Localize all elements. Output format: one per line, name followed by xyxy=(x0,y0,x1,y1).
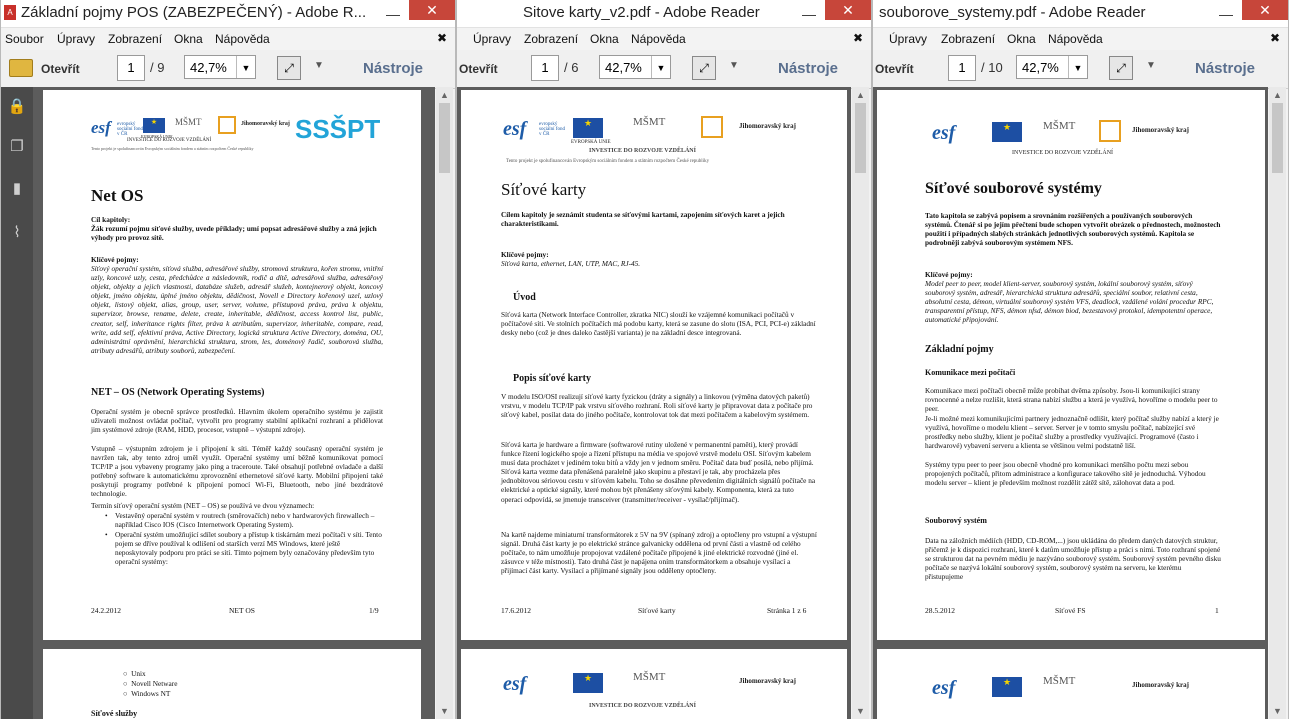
section-heading: Síťové služby xyxy=(91,709,138,718)
paragraph-3: Síťová karta je hardware a firmware (softwarové rutiny uložené v permanentní paměti), který provádí funkce řízení logického spoje a řízení přístupu na média ve spojové vrstvě modelu OSI. Síťovým kabelem musí data procházet v jediném toku bitů a vždy jen v jednom směru. Počítač data buď posílá, nebo přijímá. Síťová karta vezme data přenášená paralelně jako skupinu a přestaví je tak, aby procházela přes jednobitovou sériovou cestu v síťovém kabelu. Toho se dosáhne převedením digitálních signálů počítače na elektrické a optické signály, které mohou být přenášeny síťovými kabely. Komponenta, která za tuto operaci odpovídá, se jmenuje transceiver (transmitter/receiver - vysílač/přijímač). xyxy=(501,440,816,504)
scroll-thumb[interactable] xyxy=(1272,103,1283,173)
pdf-page-2 xyxy=(461,649,847,719)
vertical-scrollbar[interactable] xyxy=(852,87,869,719)
list-item: ○ Unix xyxy=(123,669,146,678)
title-bar[interactable] xyxy=(1,0,455,28)
chevron-down-icon[interactable]: ▼ xyxy=(1068,56,1087,78)
menu-zobrazeni[interactable]: Zobrazení xyxy=(941,32,996,46)
page-number-input[interactable]: 1 xyxy=(531,55,559,81)
eu-flag-icon: ★ xyxy=(992,122,1022,142)
page-number-input[interactable]: 1 xyxy=(948,55,976,81)
open-button[interactable]: Otevřít xyxy=(875,62,914,76)
eu-flag-icon: ★ xyxy=(573,673,603,693)
bullet-1: Vestavěný operační systém v routrech (směrovačích) nebo v hardwarových firewallech – například Cisco IOS (Cisco Internetwork Operating System). xyxy=(115,511,375,530)
logo-header xyxy=(461,667,847,715)
paragraph-1: Komunikace mezi počítači obecně může probíhat dvěma způsoby. Jsou-li komunikující strany rovnocenné a nelze rozlišit, která strana nabízí službu a která je využívá, hovoříme o modelu peer to peer. xyxy=(925,386,1218,414)
menu-bar xyxy=(457,28,871,50)
minimize-button[interactable]: — xyxy=(386,6,400,22)
menu-bar xyxy=(873,28,1288,50)
menu-upravy[interactable]: Úpravy xyxy=(889,32,928,46)
page-title: Síťové karty xyxy=(501,180,587,199)
esf-logo-icon: esf xyxy=(932,122,956,144)
esf-logo-icon: esf xyxy=(503,673,527,695)
msmt-logo: MŠMT xyxy=(633,116,666,128)
msmt-logo: MŠMT xyxy=(633,671,666,683)
goal-heading: Cíl kapitoly: xyxy=(91,215,131,224)
vertical-scrollbar[interactable] xyxy=(1269,87,1286,719)
goal-text: Žák rozumí pojmu síťové služby, uvede příklady; umí popsat adresářové služby a zná jejich výhody pro provoz sítě. xyxy=(91,224,377,243)
footer-name: Síťové FS xyxy=(1055,606,1086,615)
pdf-page-2 xyxy=(877,649,1265,719)
section-heading: NET – OS (Network Operating Systems) xyxy=(91,387,265,398)
project-text: Tento projekt je spolufinancován Evropským sociálním fondem a státním rozpočtem České republiky xyxy=(91,146,254,151)
more-tools-chevron-icon[interactable]: ▼ xyxy=(729,60,739,71)
document-area[interactable] xyxy=(457,87,851,719)
logo-header xyxy=(877,671,1265,719)
esf-logo-text: evropský sociální fond v ČR xyxy=(117,122,143,137)
minimize-button[interactable]: — xyxy=(1219,6,1233,22)
close-button[interactable]: ✕ xyxy=(1242,0,1288,20)
key-heading: Klíčové pojmy: xyxy=(501,250,549,259)
footer-page: 1 xyxy=(1215,606,1219,615)
kraj-logo: Jihomoravský kraj xyxy=(739,677,796,685)
eu-flag-icon: ★ xyxy=(992,677,1022,697)
scroll-down-icon[interactable]: ▼ xyxy=(856,706,865,716)
folder-icon[interactable] xyxy=(9,59,33,77)
pages-icon[interactable]: ❐ xyxy=(10,138,24,155)
fit-page-icon[interactable]: ⤢ xyxy=(277,56,301,80)
section-heading: Popis síťové karty xyxy=(513,373,591,384)
zoom-value: 42,7% xyxy=(190,60,227,75)
paragraph-3: Systémy typu peer to peer jsou obecně vhodné pro komunikaci menšího počtu mezi sebou propojených počítačů, přitom administrace a konfigurace takového sítě je jednoduchá. Výhodou modelu server – klient je především možnost rozdělit zátěž sítě, zálohovat data a pod. xyxy=(925,460,1206,488)
chevron-down-icon[interactable]: ▼ xyxy=(236,56,255,78)
window-title: souborove_systemy.pdf - Adobe Reader xyxy=(879,4,1146,21)
intro-text: Cílem kapitoly je seznámit studenta se síťovými kartami, zapojením síťových karet a jejich charakteristikami. xyxy=(501,210,785,229)
menu-soubor[interactable]: Soubor xyxy=(5,32,44,46)
scroll-thumb[interactable] xyxy=(855,103,866,173)
msmt-logo: MŠMT xyxy=(175,117,202,127)
intro-text: Tato kapitola se zabývá popisem a srovnáním rozšířených a používaných souborových systémů. Čtenář si po jejím přečtení bude schopen vytvořit obrázek o přednostech, možnostech použití i případných slabých stránkách jednotlivých souborových systémů. Kapitola se podrobněji zabývá souborovým systémem NFS. xyxy=(925,211,1221,248)
reader-window-1 xyxy=(0,0,456,719)
invest-text: INVESTICE DO ROZVOJE VZDĚLÁNÍ xyxy=(589,148,696,154)
more-tools-chevron-icon[interactable]: ▼ xyxy=(314,60,324,71)
kraj-logo: Jihomoravský kraj xyxy=(739,122,796,130)
zoom-input[interactable] xyxy=(1016,55,1088,79)
logo-header xyxy=(877,116,1265,164)
msmt-logo: MŠMT xyxy=(1043,120,1076,132)
pdf-page-1 xyxy=(43,90,421,640)
toolbar xyxy=(873,50,1288,89)
kraj-logo: Jihomoravský kraj xyxy=(241,121,290,127)
vertical-scrollbar[interactable] xyxy=(436,87,453,719)
reader-window-3 xyxy=(872,0,1289,719)
menu-zobrazeni[interactable]: Zobrazení xyxy=(524,32,579,46)
scroll-up-icon[interactable]: ▲ xyxy=(1273,90,1282,100)
open-button[interactable]: Otevřít xyxy=(41,62,80,76)
minimize-button[interactable]: — xyxy=(802,6,816,22)
fit-page-icon[interactable]: ⤢ xyxy=(1109,56,1133,80)
footer-name: NET OS xyxy=(229,606,255,615)
logo-header xyxy=(461,112,847,160)
pdf-icon: A xyxy=(4,5,16,20)
scroll-thumb[interactable] xyxy=(439,103,450,173)
paragraph-3: Termín síťový operační systém (NET – OS) se používá ve dvou významech: xyxy=(91,501,315,510)
menu-upravy[interactable]: Úpravy xyxy=(473,32,512,46)
list-item: ○ Windows NT xyxy=(123,689,171,698)
scroll-up-icon[interactable]: ▲ xyxy=(856,90,865,100)
esf-logo-icon: esf xyxy=(91,118,111,137)
bullet-2: Operační systém umožňující sdílet soubory a přístup k tiskárnám mezi počítači v síti. Tento pojem se dříve používal k odlišení od starších verzí MS Windows, které ještě neposkytovaly podporu pro práci se sítí. Tímto pojmem byly označovány především tyto operační systémy: xyxy=(115,530,382,567)
kraj-logo: Jihomoravský kraj xyxy=(1132,126,1189,134)
document-area[interactable] xyxy=(873,87,1268,719)
toolbar xyxy=(457,50,871,89)
page-count: / 9 xyxy=(150,60,165,75)
menu-zobrazeni[interactable]: Zobrazení xyxy=(108,32,163,46)
title-bar[interactable] xyxy=(457,0,871,28)
scroll-up-icon[interactable]: ▲ xyxy=(440,90,449,100)
eu-flag-icon: ★ xyxy=(143,118,165,133)
menu-okna[interactable]: Okna xyxy=(590,32,619,46)
footer-page: 1/9 xyxy=(369,606,379,615)
chevron-down-icon[interactable]: ▼ xyxy=(651,56,670,78)
section-heading: Úvod xyxy=(513,292,536,303)
page-count: / 6 xyxy=(564,60,579,75)
op-logo-icon xyxy=(701,116,723,138)
menu-napoveda[interactable]: Nápověda xyxy=(215,32,270,46)
esf-logo-text: evropský sociální fond v ČR xyxy=(539,122,565,137)
op-logo-icon xyxy=(1099,120,1121,142)
scroll-down-icon[interactable]: ▼ xyxy=(1273,706,1282,716)
subsection-heading: Souborový systém xyxy=(925,516,987,525)
section-heading: Základní pojmy xyxy=(925,344,994,355)
key-terms: Model peer to peer, model klient-server, souborový systém, lokální souborový systém, síťový souborový systém, adresář, hierarchická struktura adresářů, speciální soubor, relativní cesta, absolutní cesta, démon, virtuální souborový systém VFS, deadlock, vzdálené volání procedur RPC, transparentní přístup, NFS, démon nfsd, démon biod, bezestavový protokol, idempotentní operace, automatické připojování. xyxy=(925,279,1214,325)
menu-napoveda[interactable]: Nápověda xyxy=(631,32,686,46)
msmt-logo: MŠMT xyxy=(1043,675,1076,687)
zoom-input[interactable] xyxy=(184,55,256,79)
key-heading: Klíčové pojmy: xyxy=(91,255,139,264)
close-button[interactable]: ✕ xyxy=(409,0,455,20)
op-logo-icon xyxy=(218,116,236,134)
page-number-input[interactable]: 1 xyxy=(117,55,145,81)
menu-bar xyxy=(1,28,455,50)
pdf-page-1 xyxy=(877,90,1265,640)
page-title: Síťové souborové systémy xyxy=(925,180,1102,197)
title-bar[interactable] xyxy=(873,0,1288,28)
zoom-value: 42,7% xyxy=(605,60,642,75)
page-count: / 10 xyxy=(981,60,1003,75)
project-text: Tento projekt je spolufinancován Evropským sociálním fondem a státním rozpočtem České republiky xyxy=(506,159,710,164)
paragraph-1: Operační systém je obecně správce prostředků. Hlavním úkolem operačního systému je zajistit uživateli možnost ovládat počítač, vytvořit pro programy stabilní aplikační rozhraní a přidělovat jim systémové zdroje (RAM, HDD, procesor, vstupně – výstupní zdroje). xyxy=(91,407,383,435)
logo-header xyxy=(43,112,421,160)
bullet-icon: • xyxy=(105,511,108,520)
paragraph-1: Síťová karta (Network Interface Controller, zkratka NIC) slouží ke vzájemné komunikaci počítačů v počítačové síti. Ve stolních počítačích má podobu karty, která se zasune do slotu (ISA, PCI, PCI-e) základní desky nebo (což je dnes daleko častější varianta) je na základní desce integrovaná. xyxy=(501,310,816,338)
eu-flag-icon: ★ xyxy=(573,118,603,138)
close-doc-icon[interactable]: ✖ xyxy=(1269,31,1280,45)
close-doc-icon[interactable]: ✖ xyxy=(852,31,863,45)
window-title: Sitove karty_v2.pdf - Adobe Reader xyxy=(523,4,760,21)
paragraph-2: Vstupně – výstupním zdrojem je i připojení k síti. Téměř každý současný operační systém je navržen tak, aby tento zdroj uměl využít. Operační systémy umí běžně komunikovat pomocí TCP/IP a jsou vybaveny programy jako ping a traceroute. Také obsahují potřebné ovladače a další potřebný software k automatickému zprovoznění ethernetové síťové karty. Mobilní připojení také poskytují programy potřebné k připojení pomocí Wi-Fi, Bluetooth, nebo jiné bezdrátové technologie. xyxy=(91,444,383,499)
menu-upravy[interactable]: Úpravy xyxy=(57,32,96,46)
key-heading: Klíčové pojmy: xyxy=(925,270,973,279)
paragraph-2: V modelu ISO/OSI realizují síťové karty fyzickou (dráty a signály) a linkovou (výměna datových paketů) vrstvu, v modelu TCP/IP pak vrstvu síťového rozhraní. Roli síťové karty je připravovat data z počítače pro síťový kabel, posílat data do jiného počítače, kontrolovat tok dat mezi počítačem a kabelovým systémem. xyxy=(501,392,813,420)
close-button[interactable]: ✕ xyxy=(825,0,871,20)
tools-button[interactable]: Nástroje xyxy=(778,60,839,77)
footer-name: Síťové karty xyxy=(638,606,676,615)
reader-window-2 xyxy=(456,0,872,719)
pdf-page-1 xyxy=(461,90,847,640)
close-doc-icon[interactable]: ✖ xyxy=(436,31,447,45)
eu-text: EVROPSKÁ UNIE xyxy=(141,134,173,139)
paragraph-2: Je-li možné mezi komunikujícími partnery jednoznačně odlišit, který počítač služby nabízí a který je využívá, hovoříme o modelu klient – server. Server je v tomto smyslu počítač, nabízející své prostředky nebo služby, klient je počítač služby a prostředky využívající. Programové (často i hardwarové) vybavení serveru a klienta se většinou velmi podstatně liší. xyxy=(925,414,1219,451)
navigation-sidebar xyxy=(1,87,33,719)
document-area[interactable] xyxy=(33,87,435,719)
invest-text: INVESTICE DO ROZVOJE VZDĚLÁNÍ xyxy=(1012,150,1114,156)
paragraph-4: Data na záložních médiích (HDD, CD-ROM,...) jsou ukládána do předem daných datových struktur, přičemž je k dispozici rozhraní, které k datům umožňuje přístup a práci s nimi. Toto rozhraní spojené se strukturou dat na pevném médiu je nazýváno souborový systém. Souborový systém pevného disku počítače se nazývá lokální souborový systém, souborový systém na serveru, ke kterému přistupujeme xyxy=(925,536,1221,582)
toolbar xyxy=(1,50,455,89)
subsection-heading: Komunikace mezi počítači xyxy=(925,368,1016,377)
more-tools-chevron-icon[interactable]: ▼ xyxy=(1146,60,1156,71)
invest-text: INVESTICE DO ROZVOJE VZDĚLÁNÍ xyxy=(127,138,212,143)
menu-okna[interactable]: Okna xyxy=(174,32,203,46)
zoom-input[interactable] xyxy=(599,55,671,79)
tools-button[interactable]: Nástroje xyxy=(363,60,424,77)
menu-napoveda[interactable]: Nápověda xyxy=(1048,32,1103,46)
fit-page-icon[interactable]: ⤢ xyxy=(692,56,716,80)
invest-text: INVESTICE DO ROZVOJE VZDĚLÁNÍ xyxy=(589,703,696,709)
lock-icon[interactable]: 🔒 xyxy=(7,98,27,115)
list-item: ○ Novell Netware xyxy=(123,679,178,688)
footer-date: 24.2.2012 xyxy=(91,606,121,615)
eu-text: EVROPSKÁ UNIE xyxy=(571,140,611,145)
zoom-value: 42,7% xyxy=(1022,60,1059,75)
kraj-logo: Jihomoravský kraj xyxy=(1132,681,1189,689)
pdf-page-2 xyxy=(43,649,421,719)
school-logo: SSŠPT xyxy=(295,114,381,144)
tools-button[interactable]: Nástroje xyxy=(1195,60,1256,77)
open-button[interactable]: Otevřít xyxy=(459,62,498,76)
esf-logo-icon: esf xyxy=(503,118,527,140)
bullet-icon: • xyxy=(105,530,108,539)
footer-date: 17.6.2012 xyxy=(501,606,531,615)
window-title: Základní pojmy POS (ZABEZPEČENÝ) - Adobe R... xyxy=(21,4,367,21)
esf-logo-icon: esf xyxy=(932,677,956,699)
scroll-down-icon[interactable]: ▼ xyxy=(440,706,449,716)
page-title: Net OS xyxy=(91,186,144,205)
footer-page: Stránka 1 z 6 xyxy=(767,606,807,615)
footer-date: 28.5.2012 xyxy=(925,606,955,615)
menu-okna[interactable]: Okna xyxy=(1007,32,1036,46)
attachment-icon[interactable]: ⌇ xyxy=(13,224,21,241)
bookmark-icon[interactable]: ▮ xyxy=(12,180,22,197)
paragraph-4: Na kartě najdeme miniaturní transformátorek z 5V na 9V (spínaný zdroj) a optočleny pro vstupní a výstupní signál. Druhá část karty je po elektrické stránce galvanicky oddělena od první části a vlastně od celého počítače, to nám umožňuje propojovat vzdálené počítače připojené k jiné elektrické rozvodné (jiné el. zásuvce v téže místnosti). Tato druhá část je napájena oním transformátorkem a obsahuje vysílací a přijímací část karty. Vysílací a přijímané signály jsou odděleny optočleny. xyxy=(501,530,817,576)
key-terms: Síťová karta, ethernet, LAN, UTP, MAC, RJ-45. xyxy=(501,259,641,268)
key-terms: Síťový operační systém, síťová služba, adresářové služby, stromová struktura, kořen stromu, vnitřní uzly, koncové uzly, cesta, předchůdce a následovník, rodič a dítě, adresářová služba, adresářový objekt, objekty a jejich vlastnosti, databáze služeb, adresář služeb, kontejnerový objekt, koncový objekt, jméno objektu, úplné jméno objektu, dědičnost, Novell e Directory kořenový uzel, uzlový objekt, listový objekt, alias, group, user, server, volume, přístupová práva, práva k objektu, supervizor, browse, rename, delete, create, inheritable, dědičnost, access kontrol list, public, creator, self, inheritance rights filter, práva k atributům, supervizor, inheritable, compare, read, write, add self, efektivní práva, Active Directory, logická struktura Active Directory, doména, OU, administrátní oprávnění, hierarchická struktura, strom, les, doménový řadič, souborová služba, atributy adresářů, atributy souborů, zabezpečení. xyxy=(91,264,383,355)
